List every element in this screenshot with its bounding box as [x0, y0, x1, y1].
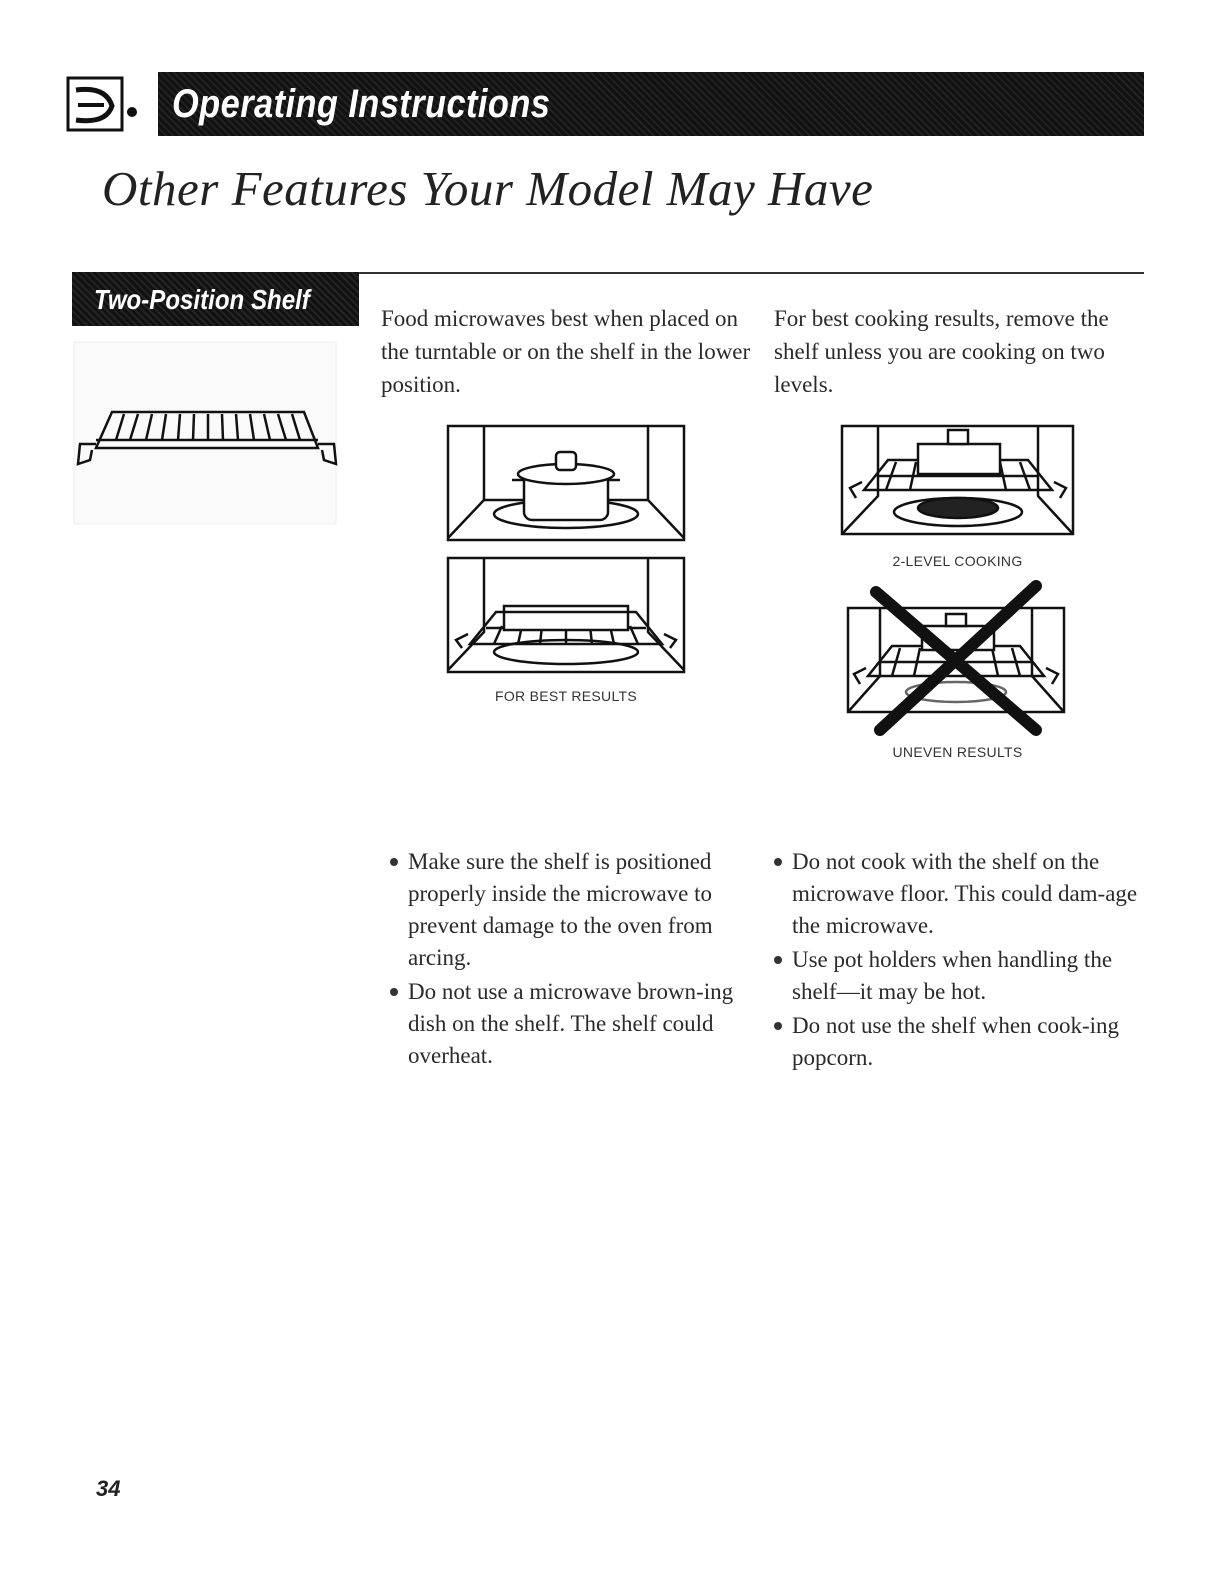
- oven-figure-two-level: [840, 424, 1075, 536]
- intro-paragraph-right: For best cooking results, remove the shelf unless you are cooking on two levels.: [774, 306, 1109, 397]
- list-item: Do not cook with the shelf on the microwave floor. This could dam-age the microwave.: [770, 846, 1140, 942]
- caption-best-results: FOR BEST RESULTS: [495, 688, 637, 704]
- page-number: 34: [96, 1476, 121, 1501]
- intro-paragraph-left: Food microwaves best when placed on the turntable or on the shelf in the lower position.: [381, 306, 751, 397]
- bullet-icon: [390, 988, 398, 996]
- oven-figure-pot-on-turntable: [446, 424, 686, 542]
- bullet-list-right: [770, 846, 1140, 1076]
- page-title: Other Features Your Model May Have: [102, 161, 874, 216]
- list-item: Do not use the shelf when cook-ing popcorn.: [770, 1010, 1140, 1074]
- caption-uneven-results: UNEVEN RESULTS: [892, 744, 1023, 760]
- oven-figure-shelf-lower: [446, 556, 686, 674]
- list-item: Make sure the shelf is positioned properly inside the microwave to prevent damage to the oven from arcing.: [386, 846, 756, 974]
- list-item: Do not use a microwave brown-ing dish on the shelf. The shelf could overheat.: [386, 976, 756, 1072]
- shelf-illustration: [72, 340, 342, 530]
- oven-figure-uneven-crossed: [840, 580, 1075, 740]
- microwave-dial-icon: [66, 72, 146, 136]
- bullet-icon: [774, 956, 782, 964]
- list-item: Use pot holders when handling the shelf—it may be hot.: [770, 944, 1140, 1008]
- bullet-icon: [774, 858, 782, 866]
- caption-two-level-cooking: 2-LEVEL COOKING: [892, 553, 1023, 569]
- bullet-icon: [774, 1022, 782, 1030]
- bullet-list-left: [386, 846, 756, 1074]
- header-title: Operating Instructions: [172, 82, 551, 126]
- section-title: Two-Position Shelf: [94, 284, 310, 315]
- bullet-icon: [390, 858, 398, 866]
